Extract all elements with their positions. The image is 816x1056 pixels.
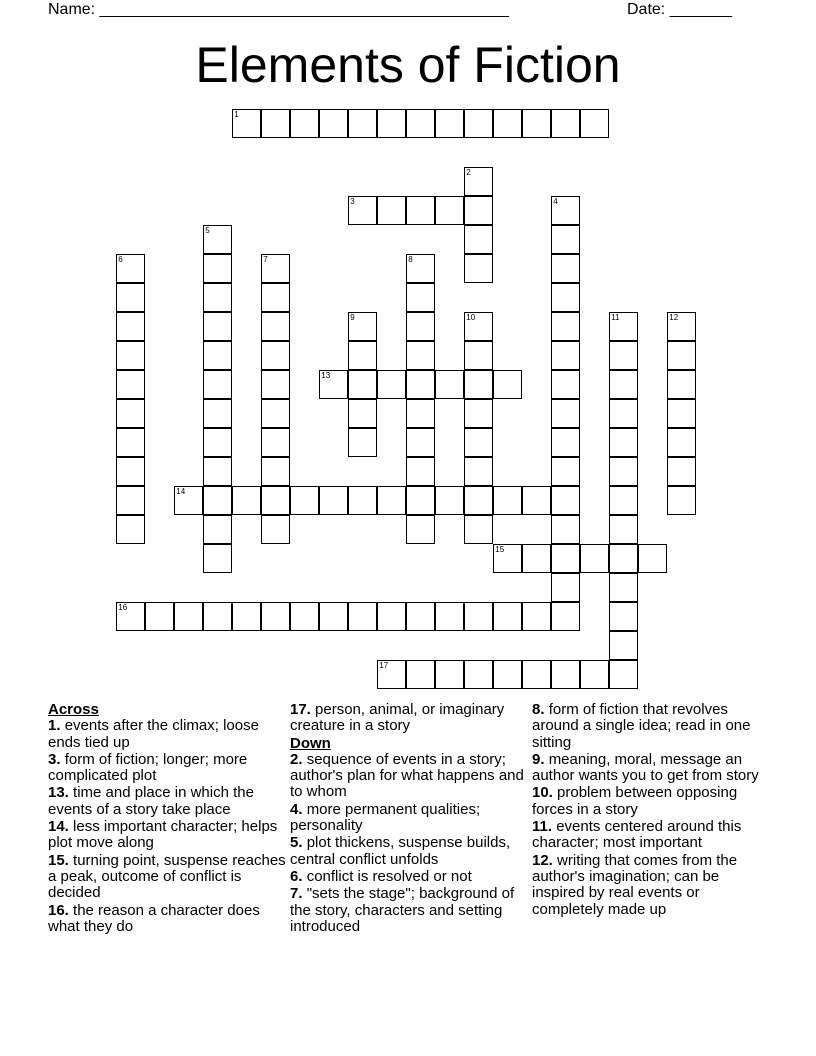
grid-cell[interactable] [406,428,435,457]
grid-cell[interactable] [406,370,435,399]
grid-cell[interactable] [609,399,638,428]
grid-cell[interactable] [116,283,145,312]
grid-cell[interactable] [464,457,493,486]
grid-cell[interactable] [406,515,435,544]
grid-cell[interactable] [609,544,638,573]
grid-cell[interactable] [203,341,232,370]
grid-cell[interactable] [551,660,580,689]
grid-cell[interactable] [464,225,493,254]
grid-cell[interactable] [551,109,580,138]
grid-cell[interactable] [551,370,580,399]
grid-cell[interactable] [377,602,406,631]
grid-cell[interactable] [667,457,696,486]
grid-cell[interactable] [551,225,580,254]
grid-cell[interactable] [609,602,638,631]
across-clue: 1. events after the climax; loose ends tied up [48,717,259,751]
grid-cell[interactable] [406,457,435,486]
across-clue: 13. time and place in which the events of a story take place [48,784,254,818]
grid-cell[interactable] [116,370,145,399]
grid-cell[interactable] [406,283,435,312]
grid-cell[interactable] [522,602,551,631]
grid-cell[interactable] [174,602,203,631]
grid-cell[interactable] [261,283,290,312]
clue-number: 3 [350,197,355,207]
grid-cell[interactable] [464,254,493,283]
grid-cell[interactable] [609,631,638,660]
grid-cell[interactable] [116,457,145,486]
grid-cell[interactable] [116,399,145,428]
grid-cell[interactable] [551,196,580,225]
grid-cell[interactable] [667,486,696,515]
clue-number: 7 [263,255,268,265]
grid-cell[interactable] [319,486,348,515]
grid-cell[interactable] [261,399,290,428]
grid-cell[interactable] [261,515,290,544]
grid-cell[interactable] [435,660,464,689]
clue-number: 8 [408,255,413,265]
grid-cell[interactable] [464,515,493,544]
clue-number: 16 [118,603,128,613]
grid-cell[interactable] [261,602,290,631]
grid-cell[interactable] [435,486,464,515]
grid-cell[interactable] [551,602,580,631]
grid-cell[interactable] [493,602,522,631]
grid-cell[interactable] [232,486,261,515]
grid-cell[interactable] [203,370,232,399]
grid-cell[interactable] [580,109,609,138]
grid-cell[interactable] [638,544,667,573]
clue-number: 1 [234,110,239,120]
clue-number: 10 [466,313,476,323]
grid-cell[interactable] [406,486,435,515]
grid-cell[interactable] [435,196,464,225]
grid-cell[interactable] [116,486,145,515]
grid-cell[interactable] [435,602,464,631]
grid-cell[interactable] [203,225,232,254]
grid-cell[interactable] [609,428,638,457]
grid-cell[interactable] [609,573,638,602]
clue-number: 12 [669,313,679,323]
grid-cell[interactable] [551,399,580,428]
grid-cell[interactable] [464,428,493,457]
grid-cell[interactable] [551,312,580,341]
grid-cell[interactable] [348,370,377,399]
down-clue: 10. problem between opposing forces in a story [532,784,738,818]
grid-cell[interactable] [551,486,580,515]
grid-cell[interactable] [580,544,609,573]
grid-cell[interactable] [406,660,435,689]
grid-cell[interactable] [203,312,232,341]
grid-cell[interactable] [406,602,435,631]
grid-cell[interactable] [493,544,522,573]
grid-cell[interactable] [348,341,377,370]
grid-cell[interactable] [116,428,145,457]
grid-cell[interactable] [667,370,696,399]
grid-cell[interactable] [609,515,638,544]
clue-number: 2 [466,168,471,178]
across-clue: 15. turning point, suspense reaches a peak, outcome of conflict is decided [48,851,286,902]
grid-cell[interactable] [609,660,638,689]
grid-cell[interactable] [203,486,232,515]
clues-column-3 [532,702,772,919]
down-clue: 5. plot thickens, suspense builds, central conflict unfolds [290,834,511,868]
grid-cell[interactable] [493,660,522,689]
grid-cell[interactable] [116,312,145,341]
grid-cell[interactable] [551,515,580,544]
grid-cell[interactable] [319,370,348,399]
clue-number: 14 [176,487,186,497]
grid-cell[interactable] [464,602,493,631]
down-clue: 2. sequence of events in a story; author's plan for what happens and to whom [290,750,524,801]
down-clue: 9. meaning, moral, message an author wants you to get from story [532,750,759,785]
grid-cell[interactable] [203,457,232,486]
grid-cell[interactable] [406,109,435,138]
grid-cell[interactable] [609,341,638,370]
clue-number: 13 [321,371,331,381]
grid-cell[interactable] [406,399,435,428]
grid-cell[interactable] [290,602,319,631]
across-clue: 16. the reason a character does what they do [48,901,260,935]
grid-cell[interactable] [232,109,261,138]
clue-number: 4 [553,197,558,207]
grid-cell[interactable] [377,370,406,399]
grid-cell[interactable] [464,399,493,428]
down-clue: 7. "sets the stage"; background of the story, characters and setting introduced [290,885,515,935]
grid-cell[interactable] [377,660,406,689]
grid-cell[interactable] [203,602,232,631]
grid-cell[interactable] [551,283,580,312]
grid-cell[interactable] [232,602,261,631]
grid-cell[interactable] [116,254,145,283]
grid-cell[interactable] [348,428,377,457]
grid-cell[interactable] [435,109,464,138]
clue-number: 15 [495,545,505,555]
grid-cell[interactable] [464,167,493,196]
grid-cell[interactable] [261,486,290,515]
grid-cell[interactable] [145,602,174,631]
grid-cell[interactable] [261,428,290,457]
across-clue: 17. person, animal, or imaginary creature in a story [290,701,505,735]
name-field[interactable]: Name: ______________________________________________ [48,1,509,18]
clue-number: 6 [118,255,123,265]
grid-cell[interactable] [290,109,319,138]
across-clue: 3. form of fiction; longer; more complicated plot [48,750,248,785]
grid-cell[interactable] [377,109,406,138]
grid-cell[interactable] [261,109,290,138]
date-field[interactable]: Date: _______ [627,1,732,18]
grid-cell[interactable] [493,370,522,399]
grid-cell[interactable] [667,341,696,370]
grid-cell[interactable] [551,573,580,602]
grid-cell[interactable] [406,196,435,225]
down-clue: 8. form of fiction that revolves around a single idea; read in one sitting [532,701,751,751]
grid-cell[interactable] [435,370,464,399]
grid-cell[interactable] [377,196,406,225]
clue-number: 9 [350,313,355,323]
grid-cell[interactable] [290,486,319,515]
grid-cell[interactable] [406,312,435,341]
clues-column-2 [290,702,530,936]
down-clue: 11. events centered around this character; most important [532,818,742,852]
across-clue: 14. less important character; helps plot move along [48,818,278,852]
grid-cell[interactable] [493,109,522,138]
grid-cell[interactable] [522,544,551,573]
clue-number: 5 [205,226,210,236]
grid-cell[interactable] [464,370,493,399]
grid-cell[interactable] [609,486,638,515]
grid-cell[interactable] [348,486,377,515]
grid-cell[interactable] [377,486,406,515]
grid-cell[interactable] [522,660,551,689]
grid-cell[interactable] [406,341,435,370]
grid-cell[interactable] [261,254,290,283]
grid-cell[interactable] [464,486,493,515]
grid-cell[interactable] [464,109,493,138]
grid-cell[interactable] [203,399,232,428]
grid-cell[interactable] [174,486,203,515]
grid-cell[interactable] [609,312,638,341]
grid-cell[interactable] [551,457,580,486]
grid-cell[interactable] [464,341,493,370]
grid-cell[interactable] [116,515,145,544]
grid-cell[interactable] [348,399,377,428]
grid-cell[interactable] [551,341,580,370]
grid-cell[interactable] [609,457,638,486]
grid-cell[interactable] [522,486,551,515]
grid-cell[interactable] [667,428,696,457]
grid-cell[interactable] [522,109,551,138]
grid-cell[interactable] [493,486,522,515]
grid-cell[interactable] [261,312,290,341]
grid-cell[interactable] [319,602,348,631]
grid-cell[interactable] [348,109,377,138]
clue-number: 11 [611,313,620,323]
grid-cell[interactable] [348,602,377,631]
grid-cell[interactable] [464,196,493,225]
grid-cell[interactable] [261,457,290,486]
grid-cell[interactable] [551,544,580,573]
grid-cell[interactable] [667,312,696,341]
grid-cell[interactable] [319,109,348,138]
grid-cell[interactable] [348,312,377,341]
down-heading: Down [290,734,331,752]
grid-cell[interactable] [580,660,609,689]
grid-cell[interactable] [261,341,290,370]
down-clue: 12. writing that comes from the author's imagination; can be inspired by real events or completely made up [532,851,738,918]
down-clue: 4. more permanent qualities; personality [290,800,481,835]
grid-cell[interactable] [551,254,580,283]
clue-number: 17 [379,661,389,671]
grid-cell[interactable] [203,544,232,573]
grid-cell[interactable] [203,428,232,457]
grid-cell[interactable] [203,515,232,544]
grid-cell[interactable] [406,254,435,283]
clues-column-1 [48,702,288,936]
grid-cell[interactable] [348,196,377,225]
grid-cell[interactable] [464,660,493,689]
grid-cell[interactable] [667,399,696,428]
grid-cell[interactable] [551,428,580,457]
across-heading: Across [48,701,99,718]
grid-cell[interactable] [261,370,290,399]
page-title: Elements of Fiction [195,37,621,93]
grid-cell[interactable] [203,254,232,283]
grid-cell[interactable] [116,602,145,631]
grid-cell[interactable] [116,341,145,370]
grid-cell[interactable] [203,283,232,312]
grid-cell[interactable] [464,312,493,341]
grid-cell[interactable] [609,370,638,399]
down-clue: 6. conflict is resolved or not [290,867,472,885]
